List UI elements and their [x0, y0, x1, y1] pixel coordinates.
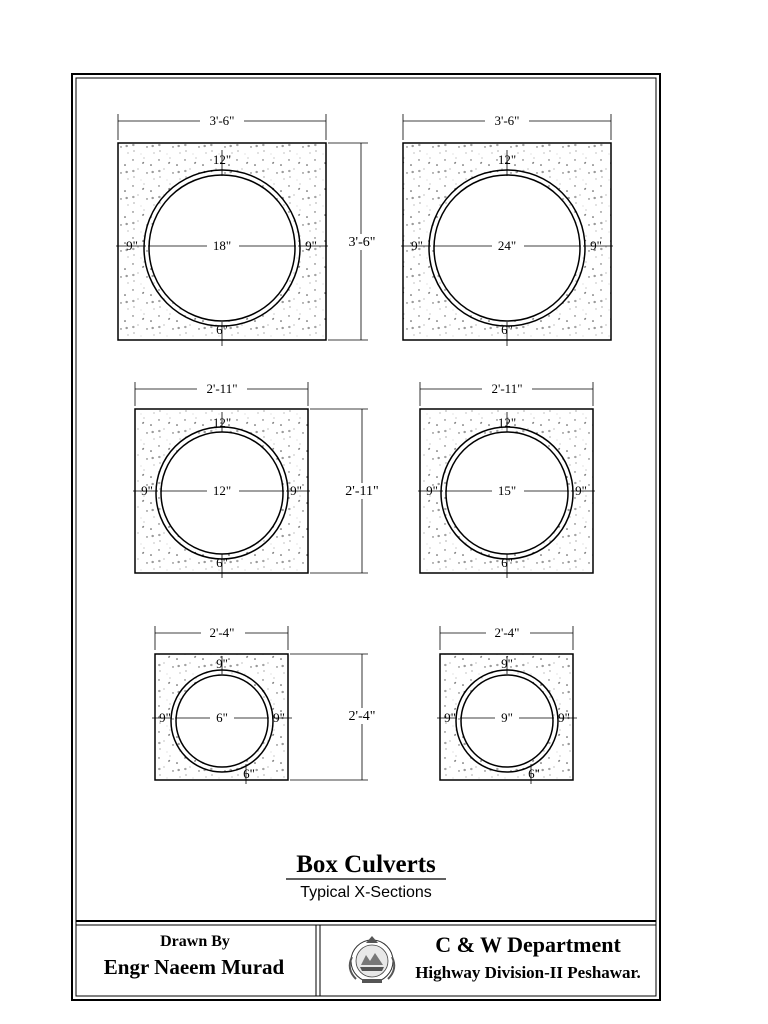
- drawing-title: Box Culverts: [296, 851, 436, 878]
- width-dimension: 3'-6": [209, 113, 235, 128]
- left-wall-dimension: 9": [141, 483, 153, 498]
- left-wall-dimension: 9": [411, 238, 423, 253]
- culvert-section-1: [116, 113, 382, 346]
- height-dimension: 3'-6": [348, 235, 376, 250]
- right-wall-dimension: 9": [305, 238, 317, 253]
- culvert-section-6: [437, 625, 577, 784]
- bottom-dimension: 6": [501, 322, 513, 337]
- top-cover-dimension: 12": [497, 152, 517, 167]
- bottom-dimension: 6": [216, 555, 228, 570]
- bottom-dimension: 6": [216, 322, 228, 337]
- top-cover-dimension: 12": [212, 415, 232, 430]
- bottom-dimension: 6": [501, 555, 513, 570]
- right-wall-dimension: 9": [575, 483, 587, 498]
- culvert-section-2: [401, 113, 613, 346]
- right-wall-dimension: 9": [273, 710, 285, 725]
- right-wall-dimension: 9": [590, 238, 602, 253]
- department-name: C & W Department: [435, 932, 621, 957]
- left-wall-dimension: 9": [126, 238, 138, 253]
- top-cover-dimension: 9": [216, 656, 228, 671]
- left-wall-dimension: 9": [159, 710, 171, 725]
- top-cover-dimension: 9": [501, 656, 513, 671]
- width-dimension: 2'-11": [206, 381, 238, 396]
- top-cover-dimension: 12": [497, 415, 517, 430]
- bottom-dimension: 6": [243, 766, 255, 781]
- pipe-diameter: 6": [216, 710, 228, 725]
- width-dimension: 2'-11": [491, 381, 523, 396]
- pipe-diameter: 15": [497, 483, 517, 498]
- drawn-by-name: Engr Naeem Murad: [103, 955, 285, 979]
- right-wall-dimension: 9": [558, 710, 570, 725]
- pipe-diameter: 9": [501, 710, 513, 725]
- division-name: Highway Division-II Peshawar.: [415, 963, 641, 982]
- right-wall-dimension: 9": [290, 483, 302, 498]
- culvert-section-5: [152, 625, 382, 784]
- culvert-section-3: [133, 381, 386, 578]
- drawing-subtitle: Typical X-Sections: [300, 884, 432, 901]
- left-wall-dimension: 9": [444, 710, 456, 725]
- height-dimension: 2'-4": [348, 709, 376, 724]
- pipe-diameter: 12": [212, 483, 232, 498]
- bottom-dimension: 6": [528, 766, 540, 781]
- top-cover-dimension: 12": [212, 152, 232, 167]
- drawn-by-label: Drawn By: [160, 933, 230, 950]
- culvert-section-4: [418, 381, 595, 578]
- height-dimension: 2'-11": [345, 484, 379, 499]
- government-emblem-icon: [350, 936, 395, 983]
- width-dimension: 3'-6": [494, 113, 520, 128]
- left-wall-dimension: 9": [426, 483, 438, 498]
- width-dimension: 2'-4": [494, 625, 520, 640]
- pipe-diameter: 18": [212, 238, 232, 253]
- pipe-diameter: 24": [497, 238, 517, 253]
- width-dimension: 2'-4": [209, 625, 235, 640]
